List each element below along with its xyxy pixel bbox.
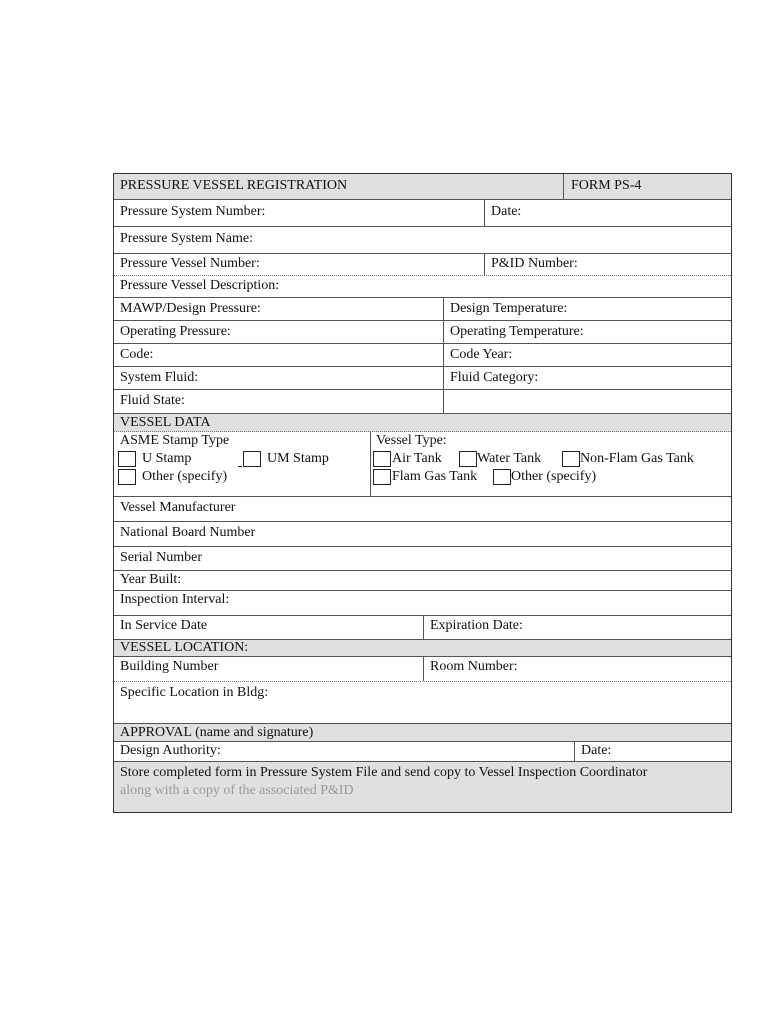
row-specific-location — [114, 682, 731, 724]
in-service-field[interactable] — [114, 616, 423, 639]
pid-number-field[interactable] — [484, 254, 731, 275]
inspection-interval-field[interactable] — [114, 591, 731, 615]
footer-line-1: Store completed form in Pressure System File and send copy to Vessel Inspection Coordinator — [120, 765, 648, 780]
mawp-label: MAWP/Design Pressure: — [120, 301, 261, 316]
vessel-number-label: Pressure Vessel Number: — [120, 256, 260, 271]
national-board-field[interactable] — [114, 522, 731, 546]
operating-pressure-field[interactable] — [114, 321, 443, 343]
system-name-label: Pressure System Name: — [120, 231, 253, 246]
expiration-field[interactable] — [423, 616, 731, 639]
air-tank-checkbox[interactable] — [373, 451, 391, 467]
year-built-field[interactable] — [114, 571, 731, 590]
system-name-field[interactable] — [114, 227, 731, 253]
air-tank-label: Air Tank — [392, 451, 442, 466]
vessel-number-field[interactable] — [114, 254, 484, 275]
fluid-category-field[interactable] — [443, 367, 731, 389]
system-number-label: Pressure System Number: — [120, 204, 266, 219]
year-built-label: Year Built: — [120, 572, 182, 587]
vessel-data-heading: VESSEL DATA — [120, 415, 211, 430]
other-type-checkbox[interactable] — [493, 469, 511, 485]
design-temp-label: Design Temperature: — [450, 301, 568, 316]
water-tank-checkbox[interactable] — [459, 451, 477, 467]
code-year-label: Code Year: — [450, 347, 513, 362]
footer-instructions — [114, 762, 731, 812]
row-operating — [114, 321, 731, 344]
fluid-category-label: Fluid Category: — [450, 370, 539, 385]
date-field[interactable] — [484, 200, 731, 226]
form-title: PRESSURE VESSEL REGISTRATION — [120, 178, 348, 193]
flam-gas-label: Flam Gas Tank — [392, 469, 478, 484]
design-authority-label: Design Authority: — [120, 743, 221, 758]
design-authority-field[interactable] — [114, 742, 574, 761]
fluid-state-field[interactable] — [114, 390, 443, 413]
code-label: Code: — [120, 347, 154, 362]
row-stamp-type — [114, 432, 731, 497]
row-inspection-interval — [114, 591, 731, 616]
row-system-number — [114, 200, 731, 227]
serial-field[interactable] — [114, 547, 731, 570]
manufacturer-field[interactable] — [114, 497, 731, 521]
system-fluid-field[interactable] — [114, 367, 443, 389]
footer-line-2: along with a copy of the associated P&ID — [120, 783, 354, 798]
in-service-label: In Service Date — [120, 618, 208, 633]
specific-location-label: Specific Location in Bldg: — [120, 685, 269, 700]
form-header — [114, 174, 731, 200]
vessel-description-label: Pressure Vessel Description: — [120, 278, 280, 293]
row-vessel-description — [114, 276, 731, 298]
building-label: Building Number — [120, 659, 219, 674]
inspection-interval-label: Inspection Interval: — [120, 592, 230, 607]
um-stamp-label: UM Stamp — [267, 451, 329, 466]
approval-heading-row — [114, 724, 731, 742]
code-year-field[interactable] — [443, 344, 731, 366]
row-design-authority — [114, 742, 731, 762]
other-stamp-checkbox[interactable] — [118, 469, 136, 485]
u-stamp-checkbox[interactable] — [118, 451, 136, 467]
asme-stamp-group — [114, 432, 370, 496]
vessel-description-field[interactable] — [114, 276, 731, 297]
operating-temp-field[interactable] — [443, 321, 731, 343]
u-stamp-label: U Stamp — [142, 451, 192, 466]
manufacturer-label: Vessel Manufacturer — [120, 500, 236, 515]
flam-gas-checkbox[interactable] — [373, 469, 391, 485]
system-number-field[interactable] — [114, 200, 484, 226]
row-serial — [114, 547, 731, 571]
room-label: Room Number: — [430, 659, 518, 674]
operating-pressure-label: Operating Pressure: — [120, 324, 231, 339]
serial-label: Serial Number — [120, 550, 203, 565]
um-stamp-underline — [238, 466, 242, 467]
pressure-vessel-registration-form — [113, 173, 732, 813]
vessel-location-heading: VESSEL LOCATION: — [120, 640, 249, 655]
pid-number-label: P&ID Number: — [491, 256, 578, 271]
other-type-label: Other (specify) — [511, 469, 597, 484]
expiration-label: Expiration Date: — [430, 618, 523, 633]
fluid-state-label: Fluid State: — [120, 393, 185, 408]
row-fluid — [114, 367, 731, 390]
asme-stamp-label: ASME Stamp Type — [120, 433, 230, 448]
date-label: Date: — [491, 204, 522, 219]
specific-location-field[interactable] — [114, 682, 731, 723]
national-board-label: National Board Number — [120, 525, 256, 540]
system-fluid-label: System Fluid: — [120, 370, 199, 385]
row-code — [114, 344, 731, 367]
row-year-built — [114, 571, 731, 591]
code-field[interactable] — [114, 344, 443, 366]
row-service-dates — [114, 616, 731, 640]
mawp-field[interactable] — [114, 298, 443, 320]
row-building — [114, 657, 731, 682]
approval-date-field[interactable] — [574, 742, 731, 761]
row-national-board — [114, 522, 731, 547]
building-field[interactable] — [114, 657, 423, 681]
fluid-state-blank — [443, 390, 731, 413]
water-tank-label: Water Tank — [477, 451, 542, 466]
row-fluid-state — [114, 390, 731, 414]
vessel-type-label: Vessel Type: — [376, 433, 447, 448]
room-field[interactable] — [423, 657, 731, 681]
non-flam-gas-label: Non-Flam Gas Tank — [580, 451, 694, 466]
vessel-data-heading-row — [114, 414, 731, 432]
approval-date-label: Date: — [581, 743, 612, 758]
row-manufacturer — [114, 497, 731, 522]
row-vessel-number — [114, 254, 731, 276]
row-mawp — [114, 298, 731, 321]
non-flam-gas-checkbox[interactable] — [562, 451, 580, 467]
operating-temp-label: Operating Temperature: — [450, 324, 584, 339]
row-system-name — [114, 227, 731, 254]
vessel-type-group — [370, 432, 731, 496]
approval-heading: APPROVAL (name and signature) — [120, 725, 314, 740]
design-temp-field[interactable] — [443, 298, 731, 320]
um-stamp-checkbox[interactable] — [243, 451, 261, 467]
form-id: FORM PS-4 — [571, 178, 642, 193]
vessel-location-heading-row — [114, 640, 731, 657]
other-stamp-label: Other (specify) — [142, 469, 228, 484]
